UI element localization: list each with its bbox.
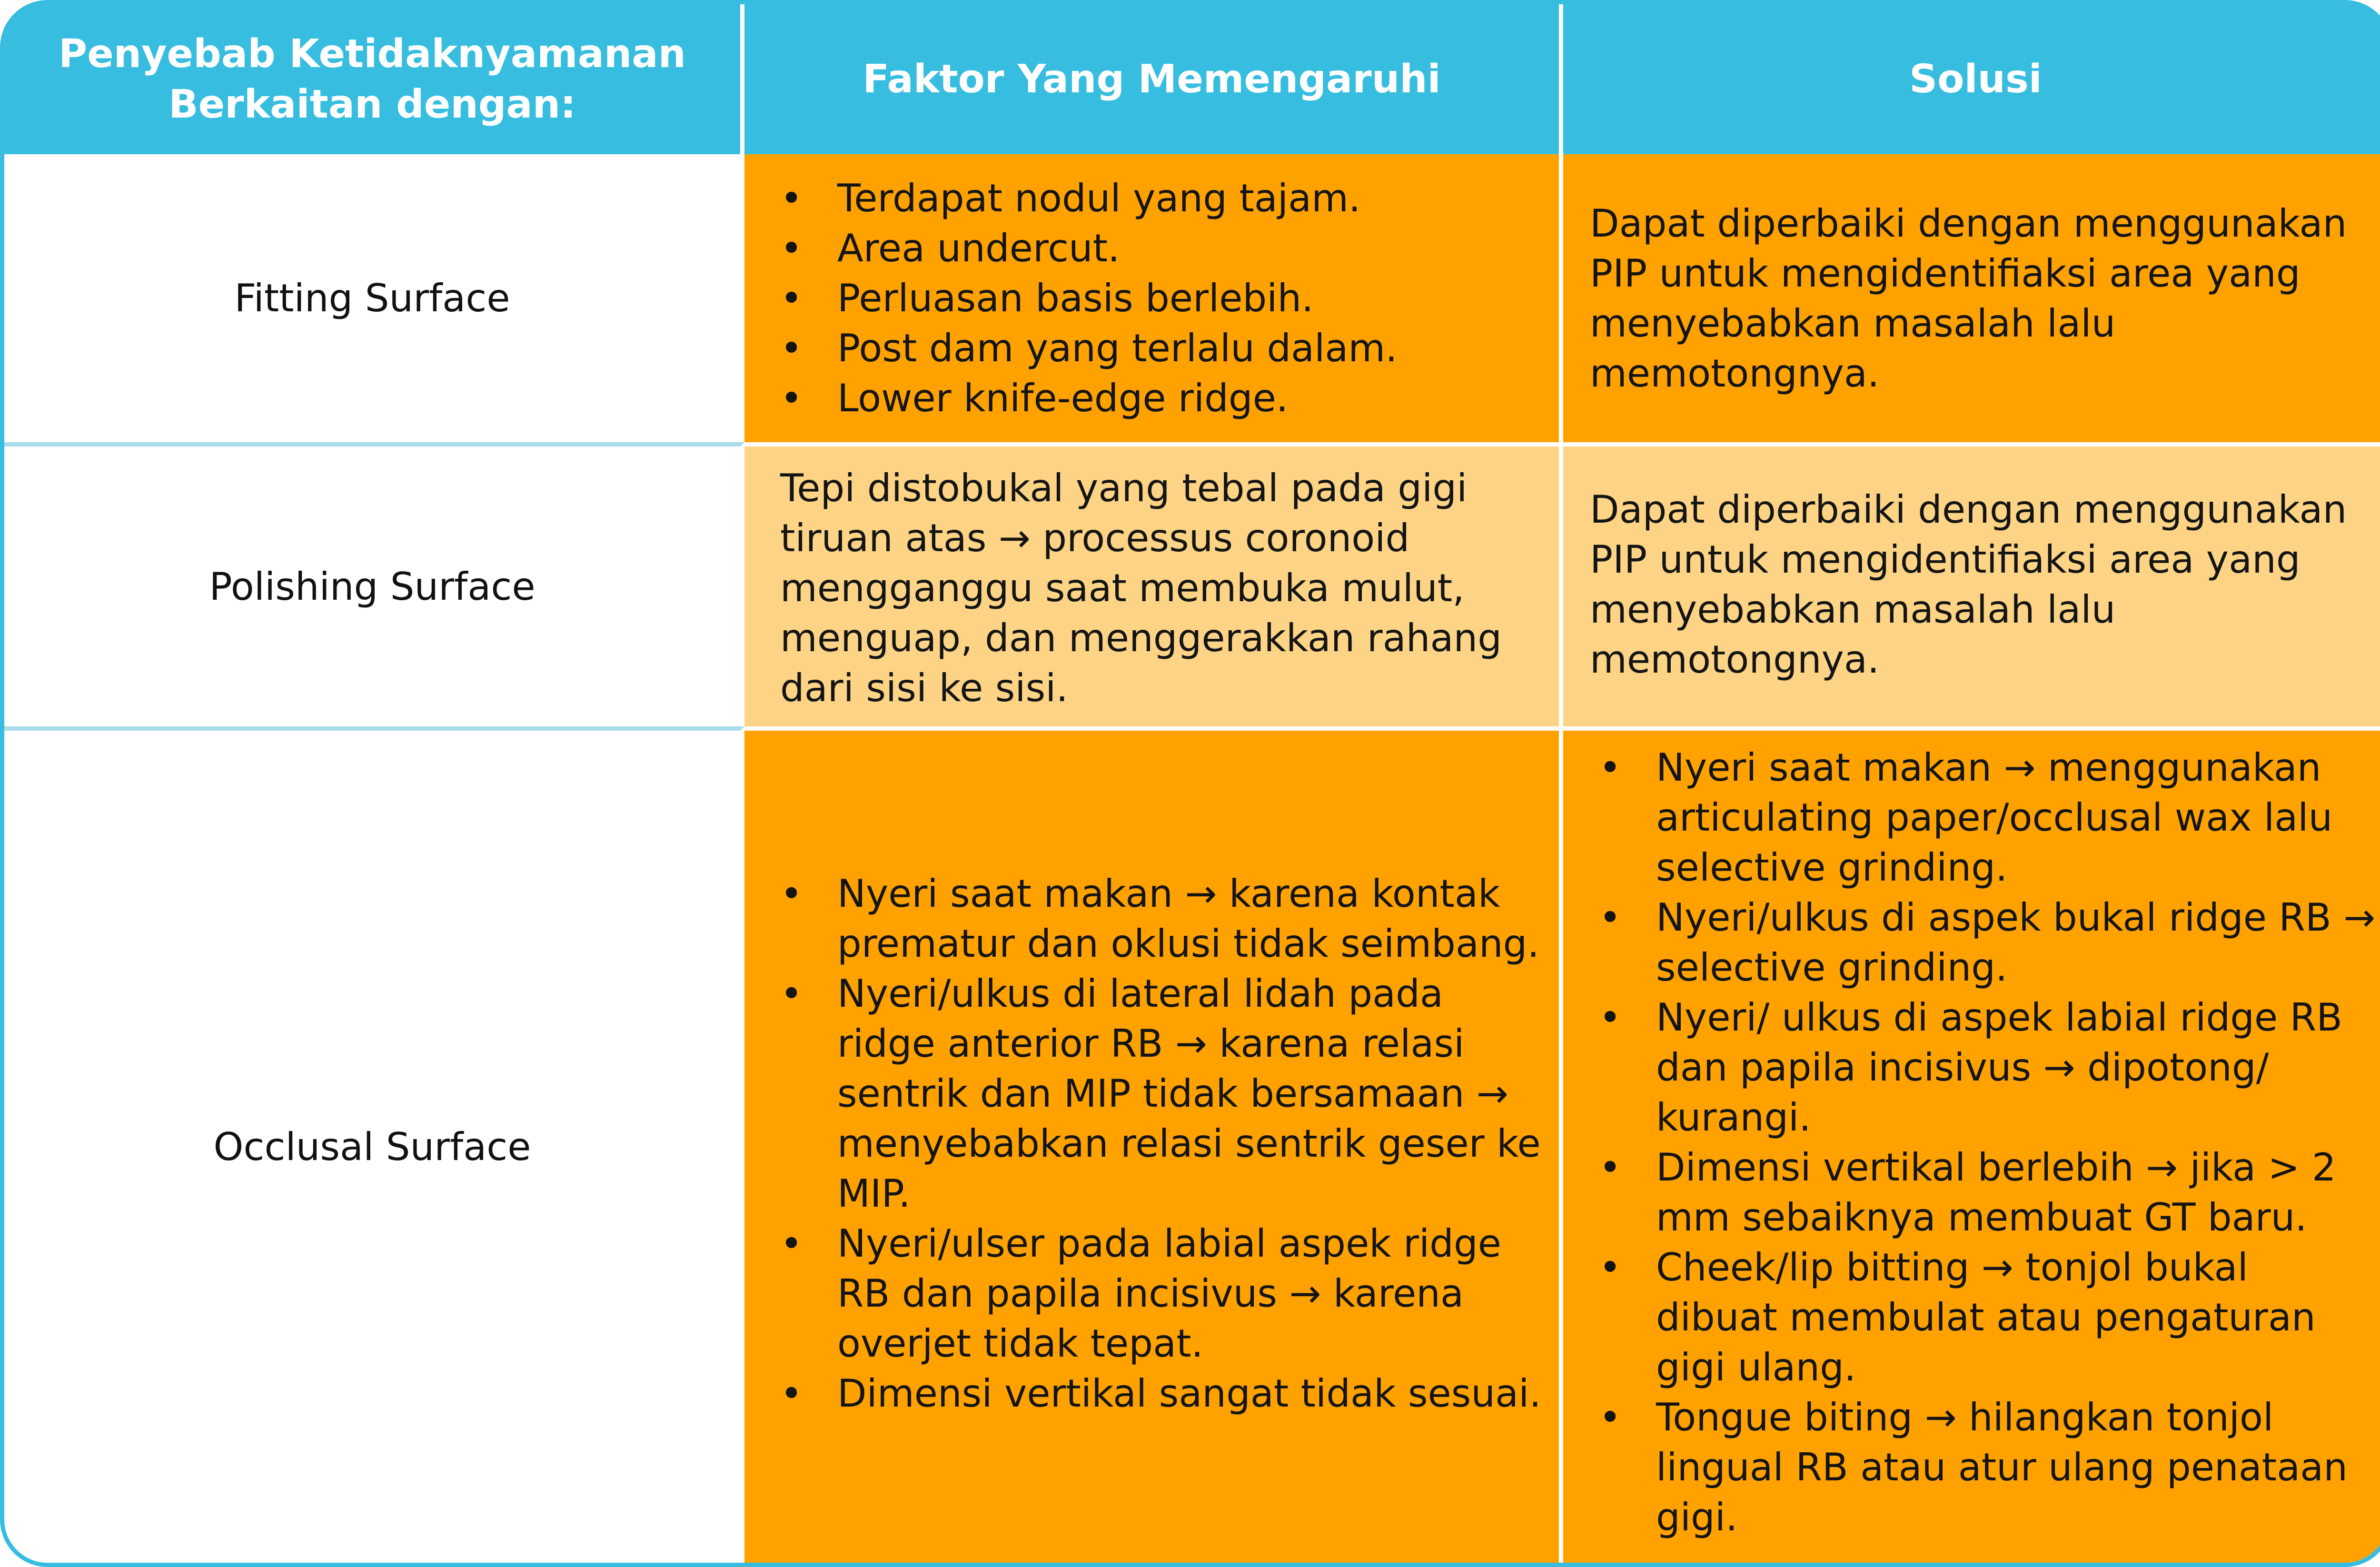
list-item: • Dimensi vertikal berlebih → jika > 2 mm sebaiknya membuat GT baru. bbox=[1563, 1142, 2379, 1242]
bullet-icon: • bbox=[1599, 895, 1622, 940]
bullet-icon: • bbox=[780, 872, 803, 916]
solution-text: Dapat diperbaiki dengan menggunakan PIP untuk mengidentifiaksi area yang menyebabkan masalah lalu memotongnya. bbox=[1590, 487, 2347, 682]
list-item: • Terdapat nodul yang tajam. bbox=[744, 173, 1398, 223]
row-label-text: Occlusal Surface bbox=[213, 1124, 531, 1169]
factor-text: Tepi distobukal yang tebal pada gigi tiruan atas → processus coronoid mengganggu saat membuka mulut, menguap, dan menggerakkan rahang dari sisi ke sisi. bbox=[780, 466, 1502, 710]
bullet-icon: • bbox=[780, 376, 803, 420]
list-item: • Post dam yang terlalu dalam. bbox=[744, 323, 1398, 373]
factors-occlusal-surface bbox=[744, 726, 1563, 1563]
solution-polishing-surface bbox=[1563, 442, 2380, 726]
bullet-icon: • bbox=[780, 1371, 803, 1416]
factors-fitting-surface bbox=[744, 154, 1563, 442]
factor-list bbox=[744, 869, 1549, 1418]
bullet-icon: • bbox=[1599, 1245, 1622, 1289]
bullet-icon: • bbox=[1599, 1395, 1622, 1439]
list-item: • Tongue biting → hilangkan tonjol lingual RB atau atur ulang penataan gigi. bbox=[1563, 1392, 2379, 1542]
header-factors bbox=[744, 4, 1563, 154]
bullet-icon: • bbox=[780, 276, 803, 320]
list-item: • Dimensi vertikal sangat tidak sesuai. bbox=[744, 1369, 1549, 1418]
header-cause-label: Penyebab Ketidaknyamanan Berkaitan dengan: bbox=[58, 31, 686, 127]
list-item: • Lower knife-edge ridge. bbox=[744, 373, 1398, 423]
bullet-icon: • bbox=[780, 326, 803, 370]
discomfort-table bbox=[4, 4, 2380, 1563]
solution-text: Dapat diperbaiki dengan menggunakan PIP untuk mengidentifiaksi area yang menyebabkan masalah lalu memotongnya. bbox=[1590, 201, 2347, 396]
bullet-icon: • bbox=[780, 226, 803, 270]
list-item: • Nyeri/ulser pada labial aspek ridge RB dan papila incisivus → karena overjet tidak tepat. bbox=[744, 1219, 1549, 1369]
list-item: • Nyeri saat makan → karena kontak prematur dan oklusi tidak seimbang. bbox=[744, 869, 1549, 969]
list-item: • Nyeri saat makan → menggunakan articulating paper/occlusal wax lalu selective grinding. bbox=[1563, 743, 2379, 893]
bullet-icon: • bbox=[1599, 745, 1622, 790]
solution-fitting-surface bbox=[1563, 154, 2380, 442]
header-cause bbox=[4, 4, 744, 154]
header-solution-label: Solusi bbox=[1909, 56, 2042, 102]
row-label-polishing-surface bbox=[4, 442, 744, 726]
header-factors-label: Faktor Yang Memengaruhi bbox=[863, 56, 1441, 102]
list-item: • Nyeri/ulkus di aspek bukal ridge RB → selective grinding. bbox=[1563, 893, 2379, 992]
row-label-occlusal-surface bbox=[4, 726, 744, 1563]
solution-occlusal-surface bbox=[1563, 726, 2380, 1563]
bullet-icon: • bbox=[780, 176, 803, 220]
factor-list bbox=[744, 173, 1398, 423]
solution-list bbox=[1563, 743, 2379, 1542]
list-item: • Nyeri/ulkus di lateral lidah pada ridge anterior RB → karena relasi sentrik dan MIP tidak bersamaan → menyebabkan relasi sentrik geser ke MIP. bbox=[744, 969, 1549, 1219]
row-label-text: Fitting Surface bbox=[234, 276, 510, 320]
list-item: • Cheek/lip bitting → tonjol bukal dibuat membulat atau pengaturan gigi ulang. bbox=[1563, 1242, 2379, 1392]
bullet-icon: • bbox=[780, 972, 803, 1016]
list-item: • Perluasan basis berlebih. bbox=[744, 273, 1398, 323]
header-solution bbox=[1563, 4, 2380, 154]
list-item: • Nyeri/ ulkus di aspek labial ridge RB dan papila incisivus → dipotong/ kurangi. bbox=[1563, 992, 2379, 1142]
row-label-text: Polishing Surface bbox=[209, 564, 536, 609]
list-item: • Area undercut. bbox=[744, 223, 1398, 273]
bullet-icon: • bbox=[1599, 1145, 1622, 1190]
factors-polishing-surface bbox=[744, 442, 1563, 726]
row-label-fitting-surface bbox=[4, 154, 744, 442]
bullet-icon: • bbox=[1599, 995, 1622, 1040]
bullet-icon: • bbox=[780, 1221, 803, 1266]
